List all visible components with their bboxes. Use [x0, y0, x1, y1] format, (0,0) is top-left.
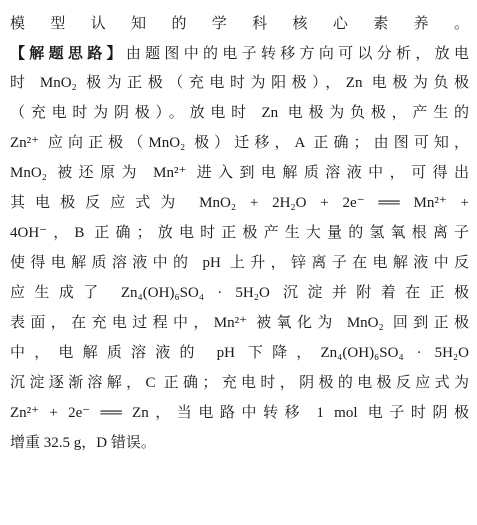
- text-line-14: Zn²⁺ + 2e⁻ ══ Zn，当电路中转移 1 mol 电子时阴极: [10, 405, 469, 421]
- text-line-11: 表面，在充电过程中，Mn²⁺ 被氧化为 MnO₂ 回到正极: [10, 315, 469, 331]
- solution-heading: 【解题思路】: [10, 44, 126, 62]
- text-line-13: 沉淀逐渐溶解，C 正确；充电时，阴极的电极反应式为: [10, 375, 469, 391]
- text-line-3: 时 MnO₂ 极为正极（充电时为阳极），Zn 电极为负极: [10, 75, 469, 91]
- text-line-2-body: 由题图中的电子转移方向可以分析，放电: [125, 44, 469, 62]
- text-line-9: 使得电解质溶液中的 pH 上升，锌离子在电解液中反: [10, 255, 469, 271]
- text-line-1: 模型认知的学科核心素养。: [10, 14, 469, 32]
- text-line-6: MnO₂ 被还原为 Mn²⁺ 进入到电解质溶液中，可得出: [10, 165, 469, 181]
- text-line-5: Zn²⁺ 应向正极（MnO₂ 极）迁移，A 正确；由图可知，: [10, 135, 469, 151]
- text-line-2: [10, 38, 469, 68]
- text-line-8: 4OH⁻，B 正确；放电时正极产生大量的氢氧根离子: [10, 225, 469, 241]
- text-line-10: 应生成了 Zn₄(OH)₆SO₄ · 5H₂O 沉淀并附着在正极: [10, 285, 469, 301]
- text-line-7: 其电极反应式为 MnO₂ + 2H₂O + 2e⁻ ══ Mn²⁺ +: [10, 195, 469, 211]
- text-line-12: 中，电解质溶液的 pH 下降，Zn₄(OH)₆SO₄ · 5H₂O: [10, 345, 469, 361]
- text-line-4: （充电时为阴极）。放电时 Zn 电极为负极，产生的: [10, 105, 469, 121]
- text-line-15: 增重 32.5 g，D 错误。: [10, 435, 156, 451]
